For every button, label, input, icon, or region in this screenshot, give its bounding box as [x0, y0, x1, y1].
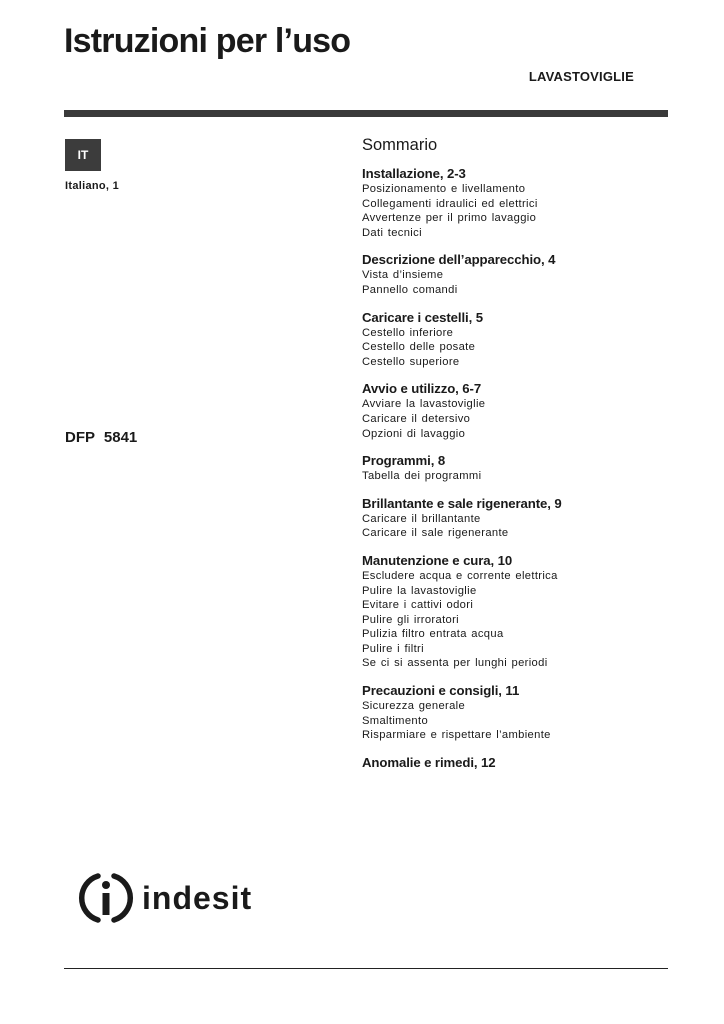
toc-item: Pulire gli irroratori: [362, 613, 460, 626]
toc-section-title: Anomalie e rimedi, 12: [362, 754, 496, 770]
toc-section-title: Descrizione dell’apparecchio, 4: [362, 252, 556, 268]
model-number: DFP 5841: [65, 429, 138, 446]
toc-item: Avvertenze per il primo lavaggio: [362, 212, 537, 225]
footer-divider: [64, 968, 668, 969]
brand-wordmark: indesit: [142, 879, 253, 916]
toc-heading: Sommario: [362, 136, 438, 154]
toc-section: [362, 754, 662, 771]
toc-item: Opzioni di lavaggio: [362, 427, 466, 440]
toc-section-title: Avvio e utilizzo, 6-7: [362, 381, 482, 397]
toc-item: Pannello comandi: [362, 283, 458, 296]
toc-item: Cestello inferiore: [362, 326, 454, 339]
toc-section: [362, 380, 662, 441]
language-badge: IT: [65, 139, 101, 171]
toc-section-title: Programmi, 8: [362, 453, 446, 469]
toc-item: Dati tecnici: [362, 226, 422, 239]
toc-item: Pulire la lavastoviglie: [362, 584, 477, 597]
toc-item: Caricare il detersivo: [362, 412, 471, 425]
indesit-info-i-icon: [78, 870, 134, 926]
toc-section: [362, 552, 662, 671]
toc-item: Collegamenti idraulici ed elettrici: [362, 197, 538, 210]
toc-item: Cestello delle posate: [362, 341, 476, 354]
toc-section: [362, 251, 662, 297]
toc-item: Posizionamento e livellamento: [362, 183, 526, 195]
brand-logo: [78, 870, 288, 926]
toc-item: Risparmiare e rispettare l’ambiente: [362, 729, 551, 742]
header-divider: [64, 110, 668, 117]
language-page-reference: Italiano, 1: [65, 180, 120, 192]
toc-item: Smaltimento: [362, 714, 429, 727]
toc-item: Vista d’insieme: [362, 269, 444, 282]
toc-section-title: Precauzioni e consigli, 11: [362, 683, 520, 699]
toc-sections: [362, 165, 662, 771]
toc-section-title: Installazione, 2-3: [362, 166, 466, 181]
product-category: LAVASTOVIGLIE: [528, 69, 634, 84]
toc-item: Avviare la lavastoviglie: [362, 398, 486, 411]
toc-item: Tabella dei programmi: [362, 470, 482, 483]
toc-item: Sicurezza generale: [362, 700, 466, 713]
toc-item: Pulire i filtri: [362, 642, 424, 655]
table-of-contents: [362, 136, 662, 782]
toc-section: [362, 495, 662, 541]
toc-section: [362, 682, 662, 743]
toc-section: [362, 309, 662, 370]
toc-item: Se ci si assenta per lunghi periodi: [362, 657, 548, 670]
toc-item: Caricare il sale rigenerante: [362, 527, 509, 540]
toc-section-title: Caricare i cestelli, 5: [362, 309, 483, 325]
page-title: Istruzioni per l’uso: [64, 22, 351, 60]
toc-item: Cestello superiore: [362, 355, 460, 368]
toc-section: [362, 165, 662, 240]
toc-section-title: Brillantante e sale rigenerante, 9: [362, 495, 562, 511]
toc-item: Caricare il brillantante: [362, 512, 481, 525]
toc-item: Pulizia filtro entrata acqua: [362, 628, 504, 641]
toc-section-title: Manutenzione e cura, 10: [362, 552, 513, 568]
toc-section: [362, 452, 662, 484]
toc-item: Evitare i cattivi odori: [362, 599, 474, 612]
toc-item: Escludere acqua e corrente elettrica: [362, 569, 558, 582]
